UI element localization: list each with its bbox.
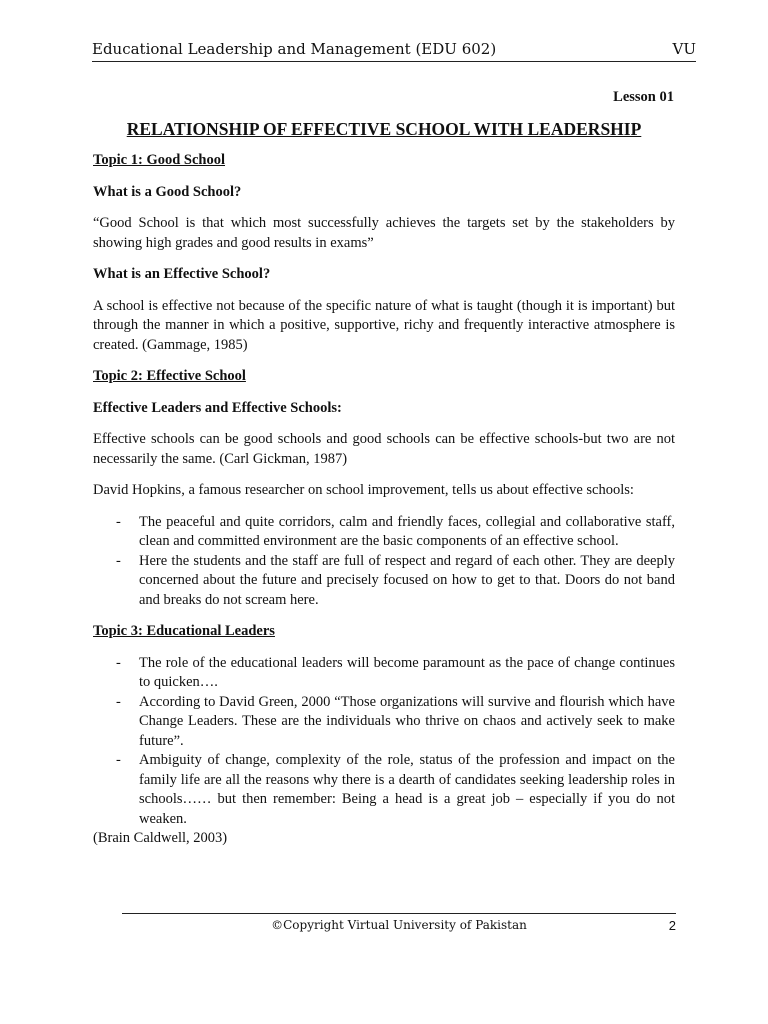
paragraph-effective-school-definition: A school is effective not because of the specific nature of what is taught (though it is important) but through the manner in which a positive, supportive, richy and frequently interactive atmosphere is created. (Gammage, 1985) (93, 297, 675, 353)
subheading-effective-leaders: Effective Leaders and Effective Schools: (93, 399, 342, 416)
question-good-school: What is a Good School? (93, 183, 242, 200)
lesson-label: Lesson 01 (613, 89, 674, 105)
footer-divider (122, 913, 676, 914)
list-item (93, 513, 675, 552)
educational-leaders-list (93, 654, 675, 830)
question-effective-school: What is an Effective School? (93, 266, 271, 282)
list-item-text: The peaceful and quite corridors, calm and friendly faces, collegial and collaborative staff, clean and committed environment are the basic components of an effective school. (139, 513, 675, 549)
document-body (93, 151, 675, 861)
list-item (93, 693, 675, 752)
page-title: RELATIONSHIP OF EFFECTIVE SCHOOL WITH LEADERSHIP (126, 119, 642, 139)
list-item (93, 552, 675, 611)
bullet-dash: - (116, 513, 121, 530)
paragraph-david-hopkins: David Hopkins, a famous researcher on school improvement, tells us about effective schools: (93, 482, 634, 498)
list-item-text: Here the students and the staff are full of respect and regard of each other. They are deeply concerned about the future and precisely focused on how to get to that. Doors do not band and breaks do not scream here. (139, 552, 675, 608)
running-header (92, 40, 696, 62)
page-number: 2 (668, 918, 676, 933)
paragraph-good-school-definition: “Good School is that which most successfully achieves the targets set by the stakeholders by showing high grades and good results in exams” (93, 215, 675, 251)
list-item-text: According to David Green, 2000 “Those organizations will survive and flourish which have Change Leaders. These are the individuals who thrive on chaos and actively seek to make future”. (139, 693, 675, 749)
copyright-notice: ©Copyright Virtual University of Pakistan (271, 918, 527, 932)
list-item (93, 654, 675, 693)
course-title: Educational Leadership and Management (EDU 602) (92, 40, 497, 58)
bullet-dash: - (116, 693, 121, 710)
paragraph-effective-vs-good: Effective schools can be good schools and good schools can be effective schools-but two are not necessarily the same. (Carl Gickman, 1987) (93, 431, 675, 467)
institution-abbrev: VU (672, 40, 696, 58)
list-item (93, 751, 675, 829)
bullet-dash: - (116, 552, 121, 569)
topic-1-heading: Topic 1: Good School (93, 152, 226, 168)
effective-school-list (93, 513, 675, 611)
citation: (Brain Caldwell, 2003) (93, 830, 228, 846)
topic-3-heading: Topic 3: Educational Leaders (93, 623, 275, 639)
bullet-dash: - (116, 752, 121, 768)
topic-2-heading: Topic 2: Effective School (93, 368, 246, 384)
bullet-dash: - (116, 654, 121, 671)
list-item-text: The role of the educational leaders will become paramount as the pace of change continues to quicken…. (139, 654, 675, 690)
list-item-text: Ambiguity of change, complexity of the role, status of the profession and impact on the family life are all the reasons why there is a dearth of candidates seeking leadership roles in schools…… but then remember: Being a head is a great job – especially if you do not weaken. (139, 752, 675, 827)
